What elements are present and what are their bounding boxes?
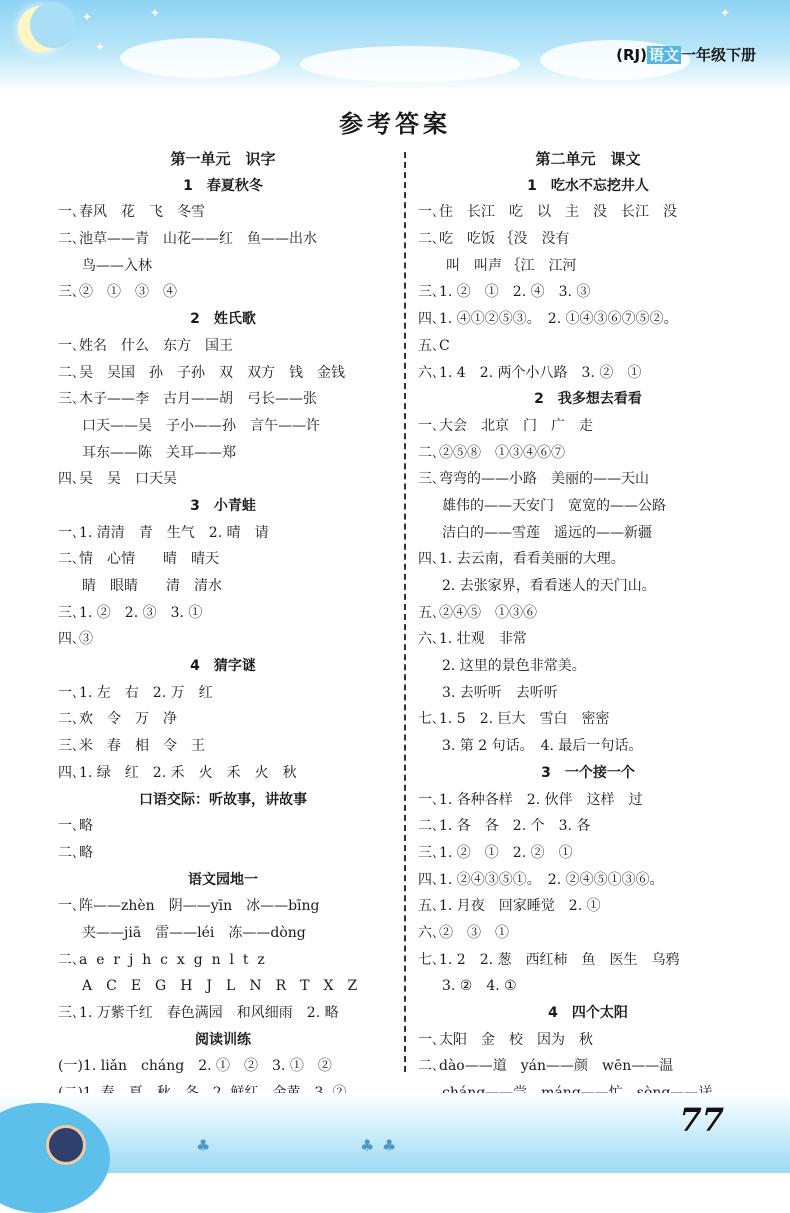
answer-line: 3. 去听听 去听听 (442, 684, 558, 701)
answer-line: 六､1. 4 2. 两个小八路 3. ② ① (418, 364, 642, 381)
section-heading: 4 猜字谜 (190, 658, 256, 675)
answer-line: 口天——吴 子小——孙 言午——许 (82, 417, 320, 434)
answer-line: 三､1. ② ① 2. ④ 3. ③ (418, 284, 591, 301)
subject-label: 语文 (648, 46, 679, 64)
left-column (58, 146, 388, 1107)
answer-line: 六､② ③ ① (418, 924, 509, 941)
child-illustration (46, 1125, 86, 1165)
header-banner (0, 0, 790, 92)
answer-line: 一､略 (58, 818, 93, 835)
answer-line: 四､1. ④①②⑤③。 2. ①④③⑥⑦⑤②。 (418, 311, 678, 328)
answer-line: 一､姓名 什么 东方 国王 (58, 337, 233, 354)
tree-icon: ♣ (382, 1136, 397, 1155)
answer-line: 四､1. ②④③⑤①。 2. ②④⑤①③⑥。 (418, 871, 664, 888)
answer-line: 五､C (418, 337, 450, 354)
answer-line: 四､1. 绿 红 2. 禾 火 禾 火 秋 (58, 764, 297, 781)
answer-line: 三､1. ② 2. ③ 3. ① (58, 604, 203, 621)
answer-line: 二､略 (58, 844, 93, 861)
section-heading: 3 小青蛙 (190, 497, 256, 514)
answer-line: 四､吴 吴 口天吴 (58, 471, 177, 488)
answer-line: 三､② ① ③ ④ (58, 284, 177, 301)
answer-line: 叫 叫声 ｛江 江河 (418, 257, 577, 274)
answer-line: 一､1. 各种各样 2. 伙伴 这样 过 (418, 791, 643, 808)
answer-line: 二､吃 吃饭 ｛没 没有 (418, 231, 570, 248)
section-heading: 2 姓氏歌 (190, 311, 256, 328)
answer-line: 二､池草——青 山花——红 鱼——出水 (58, 231, 317, 248)
section-heading: 第二单元 课文 (535, 150, 641, 168)
answer-line: 二､②⑤⑧ ①③④⑥⑦ (418, 444, 565, 461)
answer-line: 二､dào——道 yán——颜 wēn——温 (418, 1058, 674, 1075)
answer-line: (一)1. liǎn cháng 2. ① ② 3. ① ② (58, 1058, 332, 1075)
answer-line: 一､住 长江 吃 以 主 没 长江 没 (418, 204, 677, 221)
star-icon: ✦ (150, 6, 161, 20)
answer-line: 3. ② 4. ① (442, 978, 517, 995)
answer-line: 睛 眼睛 清 清水 (82, 578, 222, 594)
answer-line: 一､1. 清清 青 生气 2. 晴 请 (58, 524, 269, 541)
answer-line: 一､太阳 金 校 因为 秋 (418, 1031, 593, 1048)
answer-line: 七､1. 2 2. 葱 西红柿 鱼 医生 乌鸦 (418, 951, 680, 968)
book-label (616, 44, 756, 65)
answer-line: 三､弯弯的——小路 美丽的——天山 (418, 471, 649, 488)
answer-line: 三､1. 万紫千红 春色满园 和风细雨 2. 略 (58, 1005, 339, 1021)
section-heading: 1 吃水不忘挖井人 (527, 177, 649, 194)
section-heading: 第一单元 识字 (170, 150, 276, 168)
right-column (418, 146, 758, 1107)
tree-icon: ♣ (196, 1136, 211, 1155)
answer-line: 二､情 心情 晴 晴天 (58, 551, 219, 568)
answer-line: 耳东——陈 关耳——郑 (82, 444, 236, 461)
answer-line: 三､1. ② ① 2. ② ① (418, 844, 573, 861)
answer-line: 二､吴 吴国 孙 子孙 双 双方 钱 金钱 (58, 364, 345, 381)
answer-line: 2. 这里的景色非常美。 (442, 658, 586, 675)
column-divider (404, 152, 406, 1072)
answer-line: 2. 去张家界，看看迷人的天门山。 (442, 578, 656, 594)
grade-label: 一年级下册 (680, 46, 756, 64)
section-heading: 2 我多想去看看 (534, 391, 642, 408)
star-icon: ✦ (95, 40, 106, 54)
answer-line: 六､1. 壮观 非常 (418, 631, 527, 648)
cloud-icon (120, 38, 280, 78)
answer-line: 二､1. 各 各 2. 个 3. 各 (418, 818, 591, 835)
answer-line: 鸟——入林 (82, 257, 152, 274)
answer-line: 五､②④⑤ ①③⑥ (418, 604, 537, 621)
answer-line: 夹——jiā 雷——léi 冻——dòng (82, 924, 306, 941)
answer-line: 三､米 春 相 令 王 (58, 738, 205, 755)
section-heading: 4 四个太阳 (548, 1005, 628, 1021)
answer-line: 七､1. 5 2. 巨大 雪白 密密 (418, 711, 610, 728)
star-icon: ✦ (82, 10, 93, 24)
section-heading: 语文园地一 (188, 871, 258, 888)
edition-label: (RJ) (616, 46, 647, 64)
cloud-icon (300, 46, 520, 82)
answer-line: 3. 第 2 句话。 4. 最后一句话。 (442, 738, 643, 755)
section-heading: 阅读训练 (195, 1031, 251, 1048)
answer-line: 二､欢 令 万 净 (58, 711, 177, 728)
answer-line: 洁白的——雪莲 遥远的——新疆 (442, 524, 652, 541)
answer-line: 一､1. 左 右 2. 万 红 (58, 684, 213, 701)
answer-line: 二､a e r j h c x g n l t z (58, 951, 265, 968)
footer-banner (0, 1093, 790, 1173)
answer-line: A C E G H J L N R T X Z (82, 978, 358, 995)
answer-line: 一､大会 北京 门 广 走 (418, 417, 593, 434)
answer-line: 五､1. 月夜 回家睡觉 2. ① (418, 898, 601, 915)
moon-icon (18, 6, 64, 52)
star-icon: ✦ (720, 6, 731, 20)
section-heading: 3 一个接一个 (541, 764, 635, 781)
page-number: 77 (679, 1101, 724, 1139)
page-title: 参考答案 (339, 110, 451, 138)
section-heading: 口语交际：听故事，讲故事 (139, 791, 307, 808)
section-heading: 1 春夏秋冬 (183, 177, 263, 194)
answer-line: 四､③ (58, 631, 93, 648)
answer-line: 一､春风 花 飞 冬雪 (58, 204, 205, 221)
answer-line: 一､阵——zhèn 阴——yīn 冰——bīng (58, 898, 320, 915)
answer-line: 四､1. 去云南，看看美丽的大理。 (418, 551, 625, 568)
answer-line: 三､木子——李 古月——胡 弓长——张 (58, 391, 317, 408)
tree-icon: ♣ (360, 1136, 375, 1155)
answer-line: 雄伟的——天安门 宽宽的——公路 (442, 497, 666, 514)
